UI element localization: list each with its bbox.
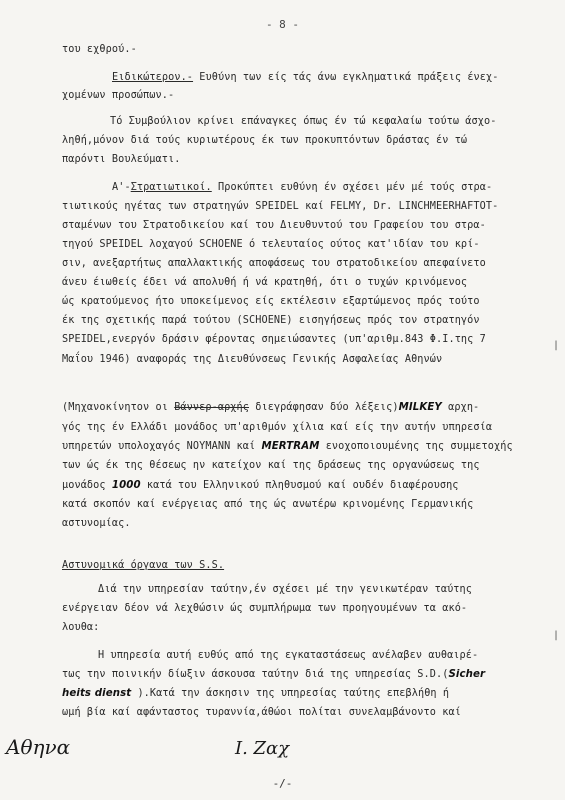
page-number: - 8 - xyxy=(265,18,300,31)
text-line: σταμένων του Στρατοδικείου καί του Διευθυντού του Γραφείου του στρα- xyxy=(62,220,486,231)
section-heading: Αστυνομικά όργανα των S.S. xyxy=(62,560,225,571)
text-line: heits dienst ).Κατά την άσκησιν της υπηρεσίας ταύτης επεβλήθη ή xyxy=(62,688,450,699)
text-line: SPEIDEL,ενεργόν δράσιν φέροντας σημειώσαντες (υπ'αριθμ.843 Φ.Ι.της 7 xyxy=(62,334,486,345)
text-line: μονάδος 1000 κατά του Ελληνικού πληθυσμού καί ουδέν διαφέρουσης xyxy=(62,480,459,491)
text-line: σιν, ανεξαρτήτως απαλλακτικής αποφάσεως του στρατοδικείου απεφαίνετο xyxy=(62,258,486,269)
text-line: τηγού SPEIDEL λοχαγού SCHOENE ό τελευταίος ούτος κατ'ιδίαν του κρί- xyxy=(62,239,480,250)
text-line xyxy=(62,560,565,572)
text-line: Μαΐου 1946) αναφοράς της Διευθύνσεως Γενικής Ασφαλείας Αθηνών xyxy=(62,354,443,365)
text-line: λουθα: xyxy=(62,622,100,633)
text-line: του εχθρού.- xyxy=(62,44,137,55)
margin-mark: | xyxy=(552,630,559,641)
center-signature: Ι. Ζαχ xyxy=(235,738,290,759)
handwritten-insert: MILKEY xyxy=(398,402,442,413)
text-line: ωμή βία καί αφάνταστος τυραννία,άθώοι πολίται συνελαμβάνοντο καί xyxy=(62,707,461,718)
handwritten-insert: 1000 xyxy=(111,480,141,491)
text-line: Α'-Στρατιωτικοί. Προκύπτει ευθύνη έν σχέσει μέν μέ τούς στρα- xyxy=(112,182,493,193)
handwritten-insert: MERTRAM xyxy=(261,441,320,452)
text-line: έκ της σχετικής παρά τούτου (SCHOENE) εισηγήσεως πρός τον στρατηγόν xyxy=(62,315,480,326)
margin-mark: | xyxy=(552,340,559,351)
text-line: ενέργειαν δέον νά λεχθώσιν ώς συμπλήρωμα των προηγουμένων τα ακό- xyxy=(62,603,468,614)
text-line: των ώς έκ της θέσεως ην κατείχον καί της δράσεως της οργανώσεως της xyxy=(62,460,480,471)
text-line: χομένων προσώπων.- xyxy=(62,90,175,101)
text-line: κατά σκοπόν καί ενέργειας από της ώς ανωτέρω κρινομένης Γερμανικής xyxy=(62,499,474,510)
subsection-heading: Στρατιωτικοί. xyxy=(130,182,212,193)
text-line: άνευ έιωθείς έδει νά απολυθή ή νά κρατηθή, ότι ο τυχών κρινόμενος xyxy=(62,277,468,288)
text-line: Ειδικώτερον.- Ευθύνη των είς τάς άνω εγκληματικά πράξεις ένεχ- xyxy=(112,72,499,83)
text-line: (Μηχανοκίνητον οι Βάννερ-αρχής διεγράφησαν δύο λέξεις)MILKEY αρχη- xyxy=(62,402,480,413)
handwritten-insert: Sicher xyxy=(448,669,486,680)
struck-text: Βάννερ-αρχής xyxy=(174,402,250,413)
text-line: ληθή,μόνον διά τούς κυριωτέρους έκ των προκυπτόντων δράστας έν τώ xyxy=(62,135,468,146)
section-heading: Ειδικώτερον.- xyxy=(112,72,194,83)
text-line: τιωτικούς ηγέτας των στρατηγών SPEIDEL καί FELMY, Dr. LINCHMEERHAFTOT- xyxy=(62,201,499,212)
continuation-mark: -/- xyxy=(272,777,293,790)
text-line: Η υπηρεσία αυτή ευθύς από της εγκαταστάσεως ανέλαβεν αυθαιρέ- xyxy=(98,650,479,661)
text-line: ώς κρατούμενος ήτο υποκείμενος είς εκτέλεσιν εξαρτώμενος πρός τούτο xyxy=(62,296,480,307)
text-line: αστυνομίας. xyxy=(62,518,131,529)
text-line: Διά την υπηρεσίαν ταύτην,έν σχέσει μέ την γενικωτέραν ταύτης xyxy=(98,584,473,595)
text-line: Τό Συμβούλιον κρίνει επάναγκες όπως έν τώ κεφαλαίω τούτω άσχο- xyxy=(110,116,497,127)
text-line: υπηρετών υπολοχαγός NOYMANN καί MERTRAM ενοχοποιουμένης της συμμετοχής xyxy=(62,441,513,452)
handwritten-insert: heits dienst xyxy=(62,688,132,699)
text-line: παρόντι Βουλεύματι. xyxy=(62,154,181,165)
left-signature: Αθηνα xyxy=(6,735,71,759)
text-line: γός της έν Ελλάδι μονάδος υπ'αριθμόν χίλια καί είς την αυτήν υπηρεσία xyxy=(62,422,493,433)
text-line: τως την ποινικήν δίωξιν άσκουσα ταύτην διά της υπηρεσίας S.D.(Sicher xyxy=(62,669,486,680)
